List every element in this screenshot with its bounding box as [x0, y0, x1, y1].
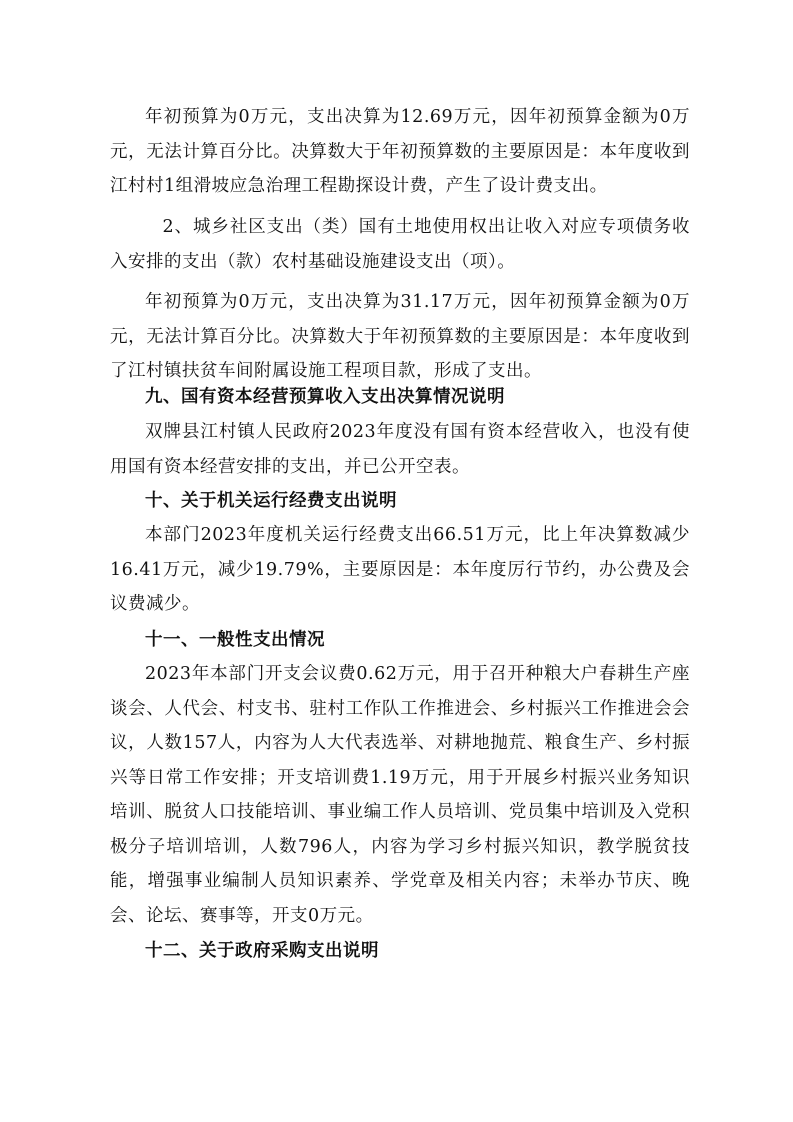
section-heading-12: 十二、关于政府采购支出说明 [145, 941, 379, 961]
section-heading-10: 十、关于机关运行经费支出说明 [145, 491, 397, 511]
paragraph-budget-item-2: 年初预算为0万元，支出决算为31.17万元，因年初预算金额为0万元，无法计算百分比。决算数大于年初预算数的主要原因是：本年度收到了江村镇扶贫车间附属设施工程项目款，形成了支出。 [110, 292, 690, 381]
paragraph-item-2-title: 2、城乡社区支出（类）国有土地使用权出让收入对应专项债务收入安排的支出（款）农村基础设施建设支出（项）。 [110, 217, 690, 272]
section-heading-11: 十一、一般性支出情况 [145, 630, 325, 650]
paragraph-budget-item-1: 年初预算为0万元，支出决算为12.69万元，因年初预算金额为0万元，无法计算百分比。决算数大于年初预算数的主要原因是：本年度收到江村村1组滑坡应急治理工程勘探设计费，产生了设计费支出。 [110, 107, 690, 196]
paragraph-state-capital: 双牌县江村镇人民政府2023年度没有国有资本经营收入，也没有使用国有资本经营安排的支出，并已公开空表。 [110, 422, 690, 477]
section-heading-9: 九、国有资本经营预算收入支出决算情况说明 [145, 387, 505, 407]
paragraph-operating-expenses: 本部门2023年度机关运行经费支出66.51万元，比上年决算数减少16.41万元，减少19.79%，主要原因是：本年度厉行节约，办公费及会议费减少。 [110, 525, 690, 614]
paragraph-general-expenses: 2023年本部门开支会议费0.62万元，用于召开种粮大户春耕生产座谈会、人代会、村支书、驻村工作队工作推进会、乡村振兴工作推进会会议，人数157人，内容为人大代表选举、对耕地抛荒、粮食生产、乡村振兴等日常工作安排；开支培训费1.19万元，用于开展乡村振兴业务知识培训、脱贫人口技能培训、事业编工作人员培训、党员集中培训及入党积极分子培训培训，人数796人，内容为学习乡村振兴知识，教学脱贫技能，增强事业编制人员知识素养、学党章及相关内容；未举办节庆、晚会、论坛、赛事等，开支0万元。 [110, 664, 690, 926]
